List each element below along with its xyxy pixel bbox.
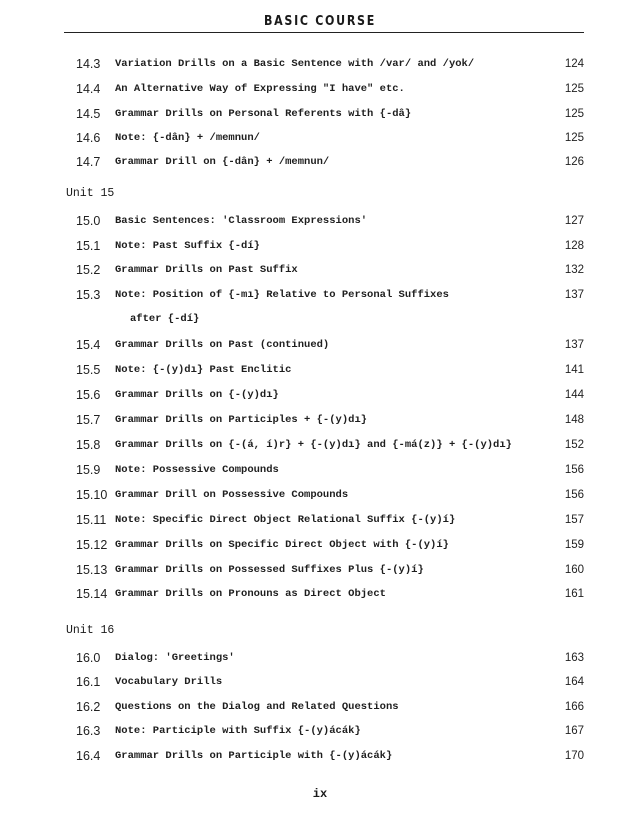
toc-entry [0, 563, 638, 583]
toc-section-number: 15.14 [76, 587, 108, 601]
toc-page-number: 125 [564, 83, 584, 95]
toc-section-number: 15.7 [76, 413, 101, 427]
toc-entry [0, 724, 638, 744]
toc-section-number: 15.5 [76, 363, 101, 377]
toc-page-number: 161 [564, 588, 584, 600]
toc-entry [0, 288, 638, 325]
toc-entry [0, 57, 638, 77]
toc-section-number: 15.0 [76, 214, 101, 228]
toc-page-number: 159 [564, 539, 584, 551]
toc-page-number: 137 [564, 339, 584, 351]
toc-section-number: 14.7 [76, 155, 101, 169]
toc-entry [0, 82, 638, 102]
toc-entry [0, 675, 638, 695]
toc-page-number: 128 [564, 240, 584, 252]
toc-page-number: 157 [564, 514, 584, 526]
toc-entry-title: Vocabulary Drills [115, 676, 223, 688]
toc-section-number: 16.0 [76, 651, 101, 665]
toc-section-number: 15.10 [76, 488, 108, 502]
toc-entry [0, 413, 638, 433]
toc-entry-title: Grammar Drills on Past (continued) [115, 339, 330, 351]
toc-entry [0, 263, 638, 283]
toc-entry-title: Grammar Drills on Specific Direct Object with {-(y)í} [115, 539, 449, 551]
toc-page-number: 164 [564, 676, 584, 688]
toc-entry-title: Note: Participle with Suffix {-(y)ácák} [115, 725, 361, 737]
toc-section-number: 15.13 [76, 563, 108, 577]
toc-entry [0, 651, 638, 671]
toc-section-number: 15.1 [76, 239, 101, 253]
toc-entry [0, 488, 638, 508]
toc-entry-title: Note: {-(y)dı} Past Enclitic [115, 364, 292, 376]
toc-entry [0, 749, 638, 769]
toc-entry-title: Grammar Drills on Past Suffix [115, 264, 298, 276]
toc-entry [0, 438, 638, 458]
unit-heading-15: Unit 15 [66, 187, 115, 200]
toc-entry-title: Grammar Drills on {-(y)dı} [115, 389, 279, 401]
toc-section-number: 15.6 [76, 388, 101, 402]
toc-entry-title-continuation: after {-dí} [130, 313, 200, 325]
toc-entry [0, 338, 638, 358]
toc-entry-title: Dialog: 'Greetings' [115, 652, 235, 664]
toc-section-number: 14.4 [76, 82, 101, 96]
toc-section-number: 14.6 [76, 131, 101, 145]
toc-entry [0, 131, 638, 151]
toc-entry-title: Questions on the Dialog and Related Questions [115, 701, 399, 713]
running-header: BASIC COURSE [264, 14, 376, 29]
toc-page-number: 127 [564, 215, 584, 227]
toc-page-number: 160 [564, 564, 584, 576]
toc-entry [0, 107, 638, 127]
toc-page-number: 152 [564, 439, 584, 451]
toc-section-number: 16.1 [76, 675, 101, 689]
header-rule [64, 32, 584, 33]
unit-heading-16: Unit 16 [66, 624, 115, 637]
toc-entry [0, 388, 638, 408]
toc-entry-title: Note: Position of {-mı} Relative to Personal Suffixes [115, 289, 449, 301]
toc-entry [0, 155, 638, 175]
toc-entry [0, 700, 638, 720]
toc-section-number: 15.8 [76, 438, 101, 452]
toc-entry [0, 513, 638, 533]
toc-entry-title: Grammar Drill on {-dân} + /memnun/ [115, 156, 330, 168]
toc-section-number: 16.3 [76, 724, 101, 738]
toc-entry-title: Note: Past Suffix {-dí} [115, 240, 260, 252]
toc-section-number: 15.9 [76, 463, 101, 477]
toc-entry [0, 214, 638, 234]
toc-page-number: 156 [564, 464, 584, 476]
toc-entry-title: Grammar Drills on Personal Referents with {-dâ} [115, 108, 412, 120]
toc-page-number: 166 [564, 701, 584, 713]
toc-section-number: 16.4 [76, 749, 101, 763]
toc-page-number: 124 [564, 58, 584, 70]
toc-entry [0, 463, 638, 483]
toc-page-number: 156 [564, 489, 584, 501]
toc-page-number: 125 [564, 132, 584, 144]
toc-entry-title: Grammar Drills on Participles + {-(y)dı} [115, 414, 368, 426]
toc-entry-title: Grammar Drills on Possessed Suffixes Plus {-(y)í} [115, 564, 424, 576]
toc-section-number: 15.12 [76, 538, 108, 552]
toc-entry [0, 587, 638, 607]
toc-page-number: 137 [564, 289, 584, 301]
toc-entry [0, 538, 638, 558]
toc-entry-title: Grammar Drill on Possessive Compounds [115, 489, 349, 501]
toc-entry-title: Note: Specific Direct Object Relational Suffix {-(y)í} [115, 514, 456, 526]
toc-entry-title: Grammar Drills on Pronouns as Direct Object [115, 588, 386, 600]
toc-page-number: 126 [564, 156, 584, 168]
page-number: ix [312, 787, 328, 801]
toc-page-number: 144 [564, 389, 584, 401]
toc-page-number: 170 [564, 750, 584, 762]
toc-page-number: 132 [564, 264, 584, 276]
toc-section-number: 15.11 [76, 513, 107, 527]
toc-entry-title: Note: Possessive Compounds [115, 464, 279, 476]
toc-page-number: 148 [564, 414, 584, 426]
toc-entry-title: Basic Sentences: 'Classroom Expressions' [115, 215, 368, 227]
toc-entry-title: Grammar Drills on {-(á, í)r} + {-(y)dı} and {-má(z)} + {-(y)dı} [115, 439, 512, 451]
toc-entry-title: Grammar Drills on Participle with {-(y)ácák} [115, 750, 393, 762]
toc-section-number: 15.2 [76, 263, 101, 277]
toc-section-number: 15.3 [76, 288, 101, 302]
toc-section-number: 14.3 [76, 57, 101, 71]
toc-entry-title: Variation Drills on a Basic Sentence with /var/ and /yok/ [115, 58, 475, 70]
toc-page-number: 125 [564, 108, 584, 120]
toc-entry-title: Note: {-dân} + /memnun/ [115, 132, 260, 144]
toc-entry-title: An Alternative Way of Expressing "I have" etc. [115, 83, 405, 95]
toc-page-number: 163 [564, 652, 584, 664]
toc-entry [0, 363, 638, 383]
toc-page-number: 167 [564, 725, 584, 737]
toc-section-number: 15.4 [76, 338, 101, 352]
toc-entry [0, 239, 638, 259]
toc-page-number: 141 [564, 364, 584, 376]
toc-section-number: 16.2 [76, 700, 101, 714]
toc-section-number: 14.5 [76, 107, 101, 121]
